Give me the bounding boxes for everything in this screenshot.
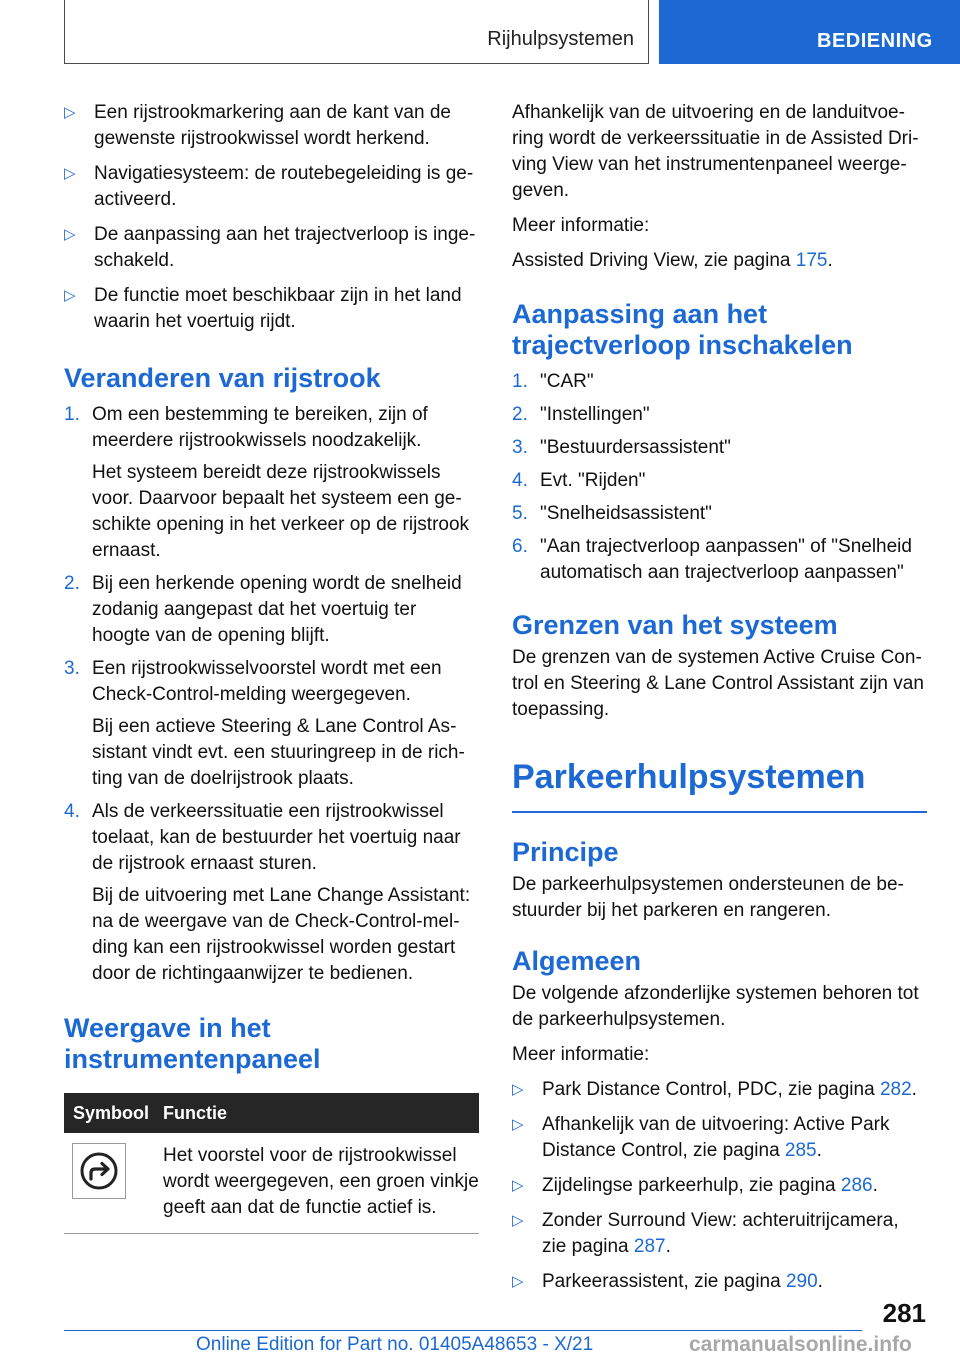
page-link[interactable]: 290 [785, 1271, 818, 1292]
section-title: Rijhulpsystemen [487, 28, 634, 50]
heading-principle: Principe [512, 837, 619, 867]
triangle-bullet-icon: ▷ [512, 1177, 524, 1194]
heading-lane-change: Veranderen van rijstrook [64, 363, 381, 393]
col-symbol-header: Symbool [73, 1102, 150, 1123]
heading-display: Weergave in het instrumentenpaneel [64, 1013, 321, 1074]
triangle-bullet-icon: ▷ [64, 104, 76, 121]
more-info-label-2: Meer informatie: [512, 1044, 650, 1065]
menu-step: 2. "Instellingen" [512, 404, 650, 425]
chapter-tab[interactable]: BEDIENING [659, 0, 960, 64]
menu-step: 5. "Snelheidsassistent" [512, 503, 712, 524]
page-number: 281 [882, 1298, 926, 1328]
table-header [64, 1093, 479, 1133]
chapter-title: Parkeerhulpsystemen [512, 758, 866, 796]
triangle-bullet-icon: ▷ [512, 1273, 524, 1290]
lane-change-arrow-icon [72, 1143, 126, 1199]
assisted-driving-ref: Assisted Driving View, zie pagina 175. [512, 250, 833, 271]
chapter-divider [512, 811, 927, 813]
watermark: carmanualsonline.info [689, 1333, 912, 1356]
more-info-label: Meer informatie: [512, 215, 650, 236]
intro-paragraph: Afhankelijk van de uitvoering en de landuitvoering wordt de verkeerssituatie in de Assisted Driving View van het instrumentenpaneel weergegeven. [512, 102, 919, 201]
menu-step: 3. "Bestuurdersassistent" [512, 437, 731, 458]
page-link[interactable]: 175 [795, 250, 828, 271]
reference-item: ▷ Zonder Surround View: achteruitrijcamera, zie pagina 287. [512, 1210, 899, 1257]
table-row [64, 1133, 479, 1234]
page-link[interactable]: 286 [840, 1175, 873, 1196]
heading-adjust-route: Aanpassing aan het trajectverloop inschakelen [512, 299, 853, 360]
reference-item: ▷ Parkeerassistent, zie pagina 290. [512, 1269, 927, 1295]
triangle-bullet-icon: ▷ [512, 1212, 524, 1229]
principle-paragraph: De parkeerhulpsystemen ondersteunen de bestuurder bij het parkeren en rangeren. [512, 874, 904, 921]
left-column [64, 100, 479, 1234]
triangle-bullet-icon: ▷ [512, 1081, 524, 1098]
step-item: 4. Als de verkeerssituatie een rijstrookwissel toelaat, kan de bestuurder het voertuig naar de rijstrook ernaast sturen. Bij de uitvoering met Lane Change Assistant: na de weergave van de Check-Control-melding kan een rijstrookwissel worden gestart door de richtingaanwijzer te bedienen. [64, 801, 471, 984]
bullet-item: ▷ De aanpassing aan het trajectverloop is ingeschakeld. [64, 224, 476, 271]
step-item: 2. Bij een herkende opening wordt de snelheid zodanig aangepast dat het voertuig ter hoogte van de opening blijft. [64, 573, 462, 646]
page-link[interactable]: 282 [879, 1079, 912, 1100]
page-link[interactable]: 285 [784, 1140, 817, 1161]
right-column [512, 100, 927, 1304]
reference-item: ▷ Afhankelijk van de uitvoering: Active Park Distance Control, zie pagina 285. [512, 1114, 890, 1161]
general-paragraph: De volgende afzonderlijke systemen behoren tot de parkeerhulpsystemen. [512, 983, 919, 1030]
menu-step: 1. "CAR" [512, 371, 594, 392]
step-item: 3. Een rijstrookwisselvoorstel wordt met een Check-Control-melding weergegeven. Bij een actieve Steering & Lane Control Assistant vindt evt. een stuuringreep in de richting van de doelrijstrook plaats. [64, 658, 465, 789]
triangle-bullet-icon: ▷ [64, 287, 76, 304]
triangle-bullet-icon: ▷ [64, 165, 76, 182]
triangle-bullet-icon: ▷ [512, 1116, 524, 1133]
reference-item: ▷ Zijdelingse parkeerhulp, zie pagina 286. [512, 1173, 927, 1199]
limits-paragraph: De grenzen van de systemen Active Cruise Control en Steering & Lane Control Assistant zijn van toepassing. [512, 647, 924, 720]
section-header-box [64, 0, 649, 64]
footer-divider [64, 1330, 862, 1331]
bullet-item: ▷ Een rijstrookmarkering aan de kant van de gewenste rijstrookwissel wordt herkend. [64, 102, 451, 149]
page-header [0, 0, 960, 66]
function-description: Het voorstel voor de rijstrookwissel wordt weergegeven, een groen vinkje geeft aan dat de functie actief is. [163, 1145, 479, 1218]
page-link[interactable]: 287 [633, 1236, 666, 1257]
triangle-bullet-icon: ▷ [64, 226, 76, 243]
col-function-header: Functie [163, 1102, 228, 1123]
reference-item: ▷ Park Distance Control, PDC, zie pagina 282. [512, 1077, 927, 1103]
symbol-table [64, 1093, 479, 1234]
menu-step: 6. "Aan trajectverloop aanpassen" of "Snelheid automatisch aan trajectverloop aanpassen" [512, 536, 912, 583]
step-item: 1. Om een bestemming te bereiken, zijn of meerdere rijstrookwissels noodzakelijk. Het systeem bereidt deze rijstrookwissels voor. Daarvoor bepaalt het systeem een geschikte opening in het verkeer op de rijstrook ernaast. [64, 404, 470, 561]
heading-system-limits: Grenzen van het systeem [512, 610, 838, 640]
heading-general: Algemeen [512, 946, 642, 976]
bullet-item: ▷ De functie moet beschikbaar zijn in het land waarin het voertuig rijdt. [64, 285, 462, 332]
bullet-item: ▷ Navigatiesysteem: de routebegeleiding is geactiveerd. [64, 163, 474, 210]
menu-step: 4. Evt. "Rijden" [512, 470, 646, 491]
edition-text: Online Edition for Part no. 01405A48653 - X/21 [196, 1334, 594, 1355]
